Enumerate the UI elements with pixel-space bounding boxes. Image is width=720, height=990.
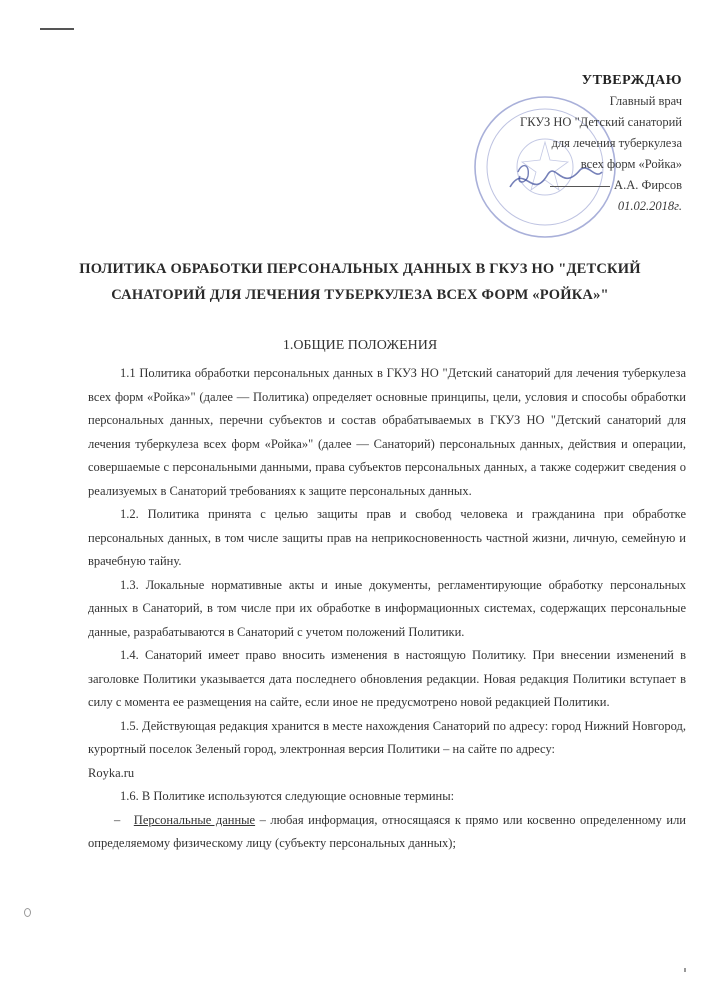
margin-dot — [684, 968, 686, 972]
document-body — [88, 362, 686, 856]
paragraph-1-1: 1.1 Политика обработки персональных данных в ГКУЗ НО "Детский санаторий для лечения туберкулеза всех форм «Ройка»" (далее — Политика) определяет основные принципы, цели, условия и способы обработки персональных данных, перечни субъектов и состав обрабатываемых в ГКУЗ НО "Детский санаторий для лечения туберкулеза всех форм «Ройка»" (далее — Санаторий) персональных данных, действия и операции, совершаемые с персональными данными, права субъектов персональных данных, а также содержит сведения о реализуемых в Санаторий требованиях к защите персональных данных. — [88, 366, 686, 498]
approval-signer: А.А. Фирсов — [614, 178, 682, 192]
approval-line-2: ГКУЗ НО "Детский санаторий — [520, 115, 682, 129]
approval-line-4: всех форм «Ройка» — [580, 157, 682, 171]
section-heading: 1.ОБЩИЕ ПОЛОЖЕНИЯ — [282, 338, 438, 353]
paragraph-1-4: 1.4. Санаторий имеет право вносить изменения в настоящую Политику. При внесении изменений в заголовке Политики указывается дата последнего обновления редакции. Новая редакция Политики вступает в силу с момента ее размещения на сайте, если иное не предусмотрено новой редакцией Политики. — [88, 648, 686, 709]
paragraph-1-3: 1.3. Локальные нормативные акты и иные документы, регламентирующие обработку персональных данных в Санаторий, в том числе при их обработке в информационных системах, содержащих персональные данные, разрабатываются в Санаторий с учетом положений Политики. — [88, 577, 686, 639]
title-line-1: ПОЛИТИКА ОБРАБОТКИ ПЕРСОНАЛЬНЫХ ДАННЫХ В ГКУЗ НО "ДЕТСКИЙ — [79, 261, 641, 277]
approval-line-1: Главный врач — [609, 94, 682, 108]
site-address: Royka.ru — [88, 765, 135, 780]
term-name: Персональные данные — [133, 812, 256, 827]
title-line-2: САНАТОРИЙ ДЛЯ ЛЕЧЕНИЯ ТУБЕРКУЛЕЗА ВСЕХ ФОРМ «РОЙКА»" — [111, 287, 609, 303]
margin-hole-mark — [24, 908, 31, 917]
paragraph-1-2: 1.2. Политика принята с целью защиты прав и свобод человека и гражданина при обработке персональных данных, в том числе защиты прав на неприкосновенность частной жизни, личную, семейную и врачебную тайну. — [88, 507, 686, 568]
term-definition-1: – Персональные данные – любая информация, относящаяся к прямо или косвенно определенному или определяемому физическому лицу (субъекту персональных данных); — [88, 812, 686, 850]
approval-heading: УТВЕРЖДАЮ — [581, 73, 682, 88]
term-definition: – любая информация, относящаяся к прямо или косвенно определенному или определяемому физическому лицу (субъекту персональных данных); — [88, 812, 686, 850]
paragraph-1-5: 1.5. Действующая редакция хранится в месте нахождения Санаторий по адресу: город Нижний Новгород, курортный поселок Зеленый город, электронная версия Политики – на сайте по адресу: — [88, 718, 686, 756]
approval-signer-row — [452, 175, 682, 196]
approval-line-3: для лечения туберкулеза — [551, 136, 682, 150]
approval-date: 01.02.2018г. — [617, 199, 682, 213]
signature-line — [550, 186, 610, 187]
approval-block — [452, 70, 682, 217]
document-title — [60, 256, 660, 308]
paragraph-1-6: 1.6. В Политике используются следующие основные термины: — [120, 789, 455, 803]
corner-mark — [40, 28, 74, 30]
